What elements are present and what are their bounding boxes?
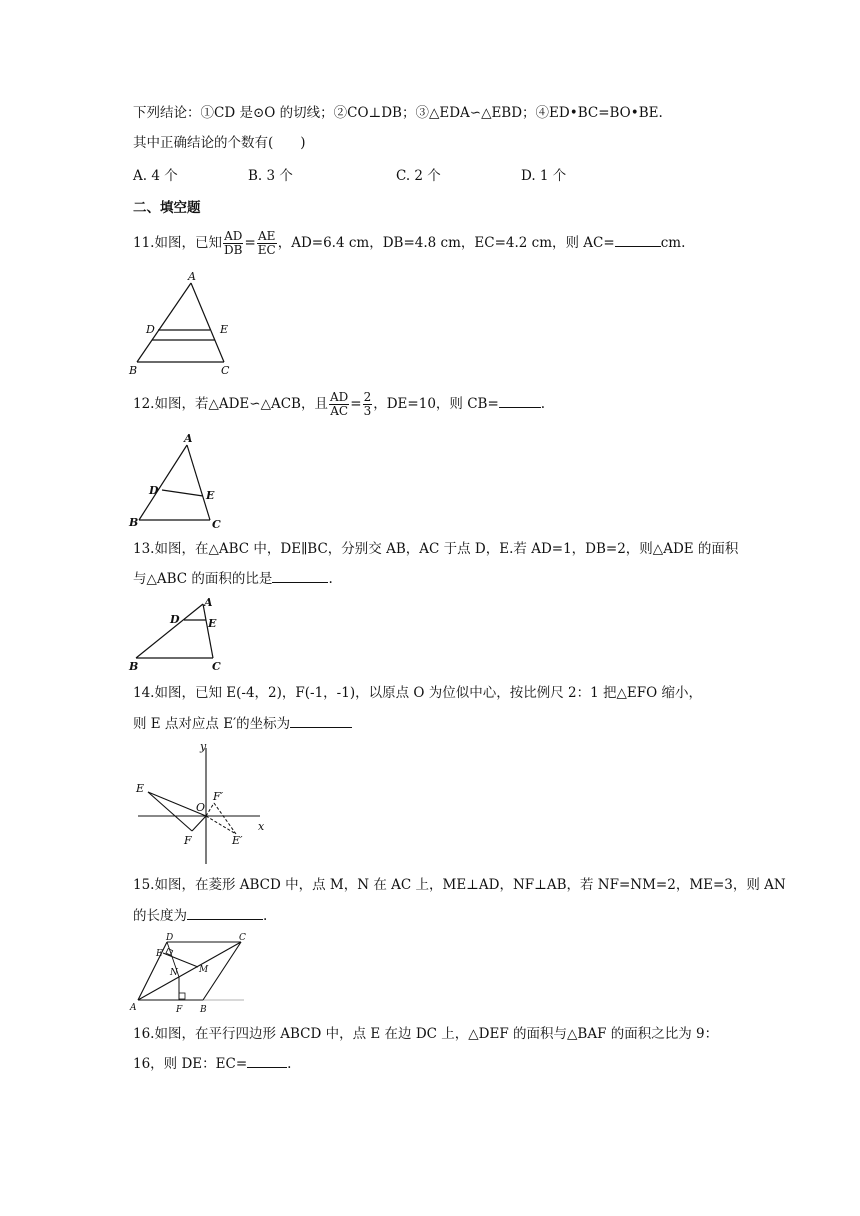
q12-label-b: B <box>129 516 139 529</box>
q13-line2-text: 与△ABC 的面积的比是 <box>133 571 273 587</box>
q15-label-c: C <box>239 933 246 943</box>
q10-question: 其中正确结论的个数有( ) <box>133 135 306 151</box>
q15-label-b: B <box>200 1005 207 1015</box>
q12-frac2 <box>363 391 373 418</box>
q12-label-e: E <box>206 489 215 502</box>
q12-frac1-num: AD <box>329 390 349 404</box>
q14-label-f: F <box>184 834 192 847</box>
q11-text <box>133 226 685 260</box>
q11-label-a: A <box>188 270 196 283</box>
q13-label-e: E <box>208 617 217 630</box>
q13-label-c: C <box>212 660 221 673</box>
q12-label-a: A <box>184 432 193 445</box>
q12-suffix: ，DE=10，则 CB= <box>373 396 499 412</box>
q11-frac2-den: EC <box>257 243 276 257</box>
q11-frac1 <box>223 230 243 257</box>
q14-label-o: O <box>196 801 206 814</box>
q16-end: . <box>287 1056 292 1072</box>
q16-answer-blank[interactable] <box>247 1055 287 1068</box>
q11-answer-blank[interactable] <box>615 234 661 247</box>
q12-text <box>133 387 545 421</box>
q11-prefix: 11.如图，已知 <box>133 235 222 251</box>
q16-line2-text: 16，则 DE：EC= <box>133 1056 248 1072</box>
q15-label-d: D <box>166 933 174 943</box>
q12-answer-blank[interactable] <box>499 395 541 408</box>
q14-line2 <box>133 715 352 733</box>
q10-conclusions: 下列结论：①CD 是⊙O 的切线；②CO⊥DB；③△EDA∽△EBD；④ED•BC=BO•BE. <box>133 105 663 121</box>
q15-label-f: F <box>176 1005 183 1015</box>
q11-eq: = <box>244 235 256 251</box>
q15-line2-text: 的长度为 <box>133 908 187 924</box>
q12-end: . <box>540 396 546 412</box>
q11-frac1-den: DB <box>223 243 243 257</box>
q10-option-a: A. 4 个 <box>133 168 178 184</box>
q11-frac2-num: AE <box>258 229 276 243</box>
q11-label-d: D <box>146 323 155 336</box>
q12-frac1 <box>329 391 349 418</box>
q11-frac2 <box>257 230 277 257</box>
q12-frac2-num: 2 <box>363 390 372 404</box>
q12-frac2-den: 3 <box>363 404 372 418</box>
q11-end: cm. <box>660 235 686 251</box>
q14-figure <box>130 740 275 870</box>
q15-figure <box>126 930 251 1015</box>
q15-label-a: A <box>130 1003 137 1013</box>
q16-line2 <box>133 1055 291 1073</box>
q15-end: . <box>263 908 268 924</box>
q10-option-b: B. 3 个 <box>248 168 293 184</box>
q14-label-f-prime: F′ <box>213 790 224 803</box>
q14-label-e: E <box>136 782 145 795</box>
q14-answer-blank[interactable] <box>290 715 352 728</box>
q10-option-c: C. 2 个 <box>396 168 441 184</box>
q11-label-b: B <box>129 364 138 377</box>
q12-label-c: C <box>212 518 221 531</box>
q14-label-x: x <box>258 820 265 833</box>
q12-eq: = <box>350 396 362 412</box>
q11-suffix: ，AD=6.4 cm，DB=4.8 cm，EC=4.2 cm，则 AC= <box>277 235 615 251</box>
q13-figure <box>126 594 236 674</box>
q13-answer-blank[interactable] <box>272 570 328 583</box>
q15-label-n: N <box>170 968 178 978</box>
q15-label-m: M <box>199 965 209 975</box>
q13-line2 <box>133 570 333 588</box>
q14-label-e-prime: E′ <box>232 834 243 847</box>
q10-option-d: D. 1 个 <box>521 168 567 184</box>
q13-label-a: A <box>204 596 213 609</box>
q11-label-c: C <box>221 364 230 377</box>
q16-line1: 16.如图，在平行四边形 ABCD 中，点 E 在边 DC 上，△DEF 的面积与△BAF 的面积之比为 9： <box>133 1026 719 1042</box>
section-title: 二、填空题 <box>133 200 201 216</box>
q12-figure <box>126 432 236 532</box>
q12-label-d: D <box>149 484 159 497</box>
q12-frac1-den: AC <box>330 404 349 418</box>
q15-line2 <box>133 907 267 925</box>
q15-label-e: E <box>156 949 163 959</box>
q13-label-d: D <box>170 613 180 626</box>
q11-label-e: E <box>220 323 229 336</box>
q13-end: . <box>328 571 333 587</box>
q13-line1: 13.如图，在△ABC 中，DE∥BC，分别交 AB，AC 于点 D，E.若 AD=1，DB=2，则△ADE 的面积 <box>133 541 739 557</box>
q13-label-b: B <box>129 660 139 673</box>
q11-figure <box>126 270 246 380</box>
q12-prefix: 12.如图，若△ADE∽△ACB，且 <box>133 396 328 412</box>
q14-line2-text: 则 E 点对应点 E′的坐标为 <box>133 716 291 732</box>
q15-answer-blank[interactable] <box>187 907 263 920</box>
q11-frac1-num: AD <box>224 229 243 243</box>
q14-line1: 14.如图，已知 E(-4，2)，F(-1，-1)，以原点 O 为位似中心，按比例尺 2：1 把△EFO 缩小， <box>133 685 702 701</box>
q15-line1: 15.如图，在菱形 ABCD 中，点 M，N 在 AC 上，ME⊥AD，NF⊥AB，若 NF=NM=2，ME=3，则 AN <box>133 877 786 893</box>
q14-label-y: y <box>200 740 207 753</box>
